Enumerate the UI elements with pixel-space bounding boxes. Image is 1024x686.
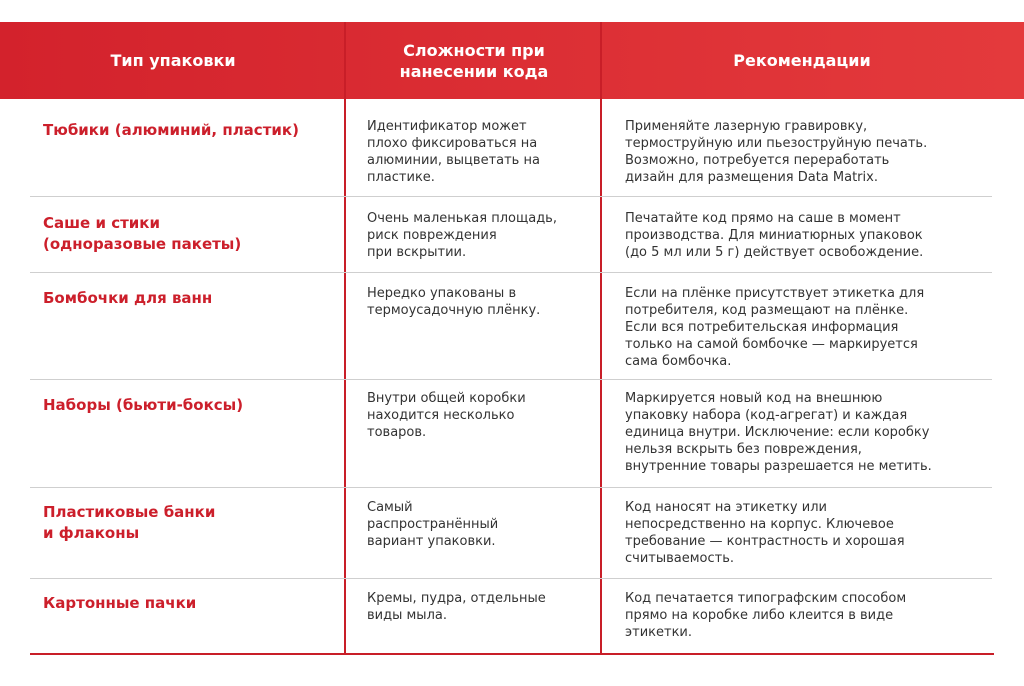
row-separator [30,487,992,488]
row-separator [30,272,992,273]
column-divider-left [344,22,346,655]
header-package-type-label: Тип упаковки [110,51,236,70]
row-type-beauty-boxes: Наборы (бьюти-боксы) [43,396,244,414]
row-difficulty-tubes: Идентификатор может плохо фиксироваться на алюминии, выцветать на пластике. [367,119,540,185]
column-divider-right [600,22,602,655]
row-type-bath-bombs: Бомбочки для ванн [43,289,213,307]
row-recommendation-plastic-jars: Код наносят на этикетку или непосредственно на корпус. Ключевое требование — контрастность и хорошая считываемость. [625,500,905,566]
row-recommendation-cardboard-packs: Код печатается типографским способом прямо на коробке либо клеится в виде этикетки. [625,591,907,640]
row-recommendation-bath-bombs: Если на плёнке присутствует этикетка для потребителя, код размещают на плёнке. Если вся потребительская информация только на самой бомбочке — маркируется сама бомбочка. [625,286,925,369]
row-recommendation-tubes: Применяйте лазерную гравировку, термоструйную или пьезоструйную печать. Возможно, потребуется переработать дизайн для размещения Data Matrix. [625,119,928,185]
row-separator [30,196,992,197]
header-package-type [0,22,346,99]
row-difficulty-bath-bombs: Нередко упакованы в термоусадочную плёнку. [367,286,541,318]
header-recommendations-label: Рекомендации [733,51,871,70]
header-difficulties-line2: нанесении кода [399,61,549,81]
row-difficulty-beauty-boxes: Внутри общей коробки находится несколько товаров. [367,391,526,440]
table-header [0,22,1024,99]
row-type-cardboard-packs: Картонные пачки [43,594,197,612]
row-type-plastic-jars: Пластиковые банки и флаконы [43,503,216,542]
row-separator [30,379,992,380]
header-difficulties [346,22,602,99]
table-bottom-border [30,653,994,655]
row-separator [30,578,992,579]
header-difficulties-line1: Сложности при [403,40,545,60]
row-recommendation-sachets: Печатайте код прямо на саше в момент производства. Для миниатюрных упаковок (до 5 мл или 5 г) действует освобождение. [625,211,924,260]
row-type-tubes: Тюбики (алюминий, пластик) [43,121,299,139]
header-recommendations [602,22,1002,99]
row-difficulty-cardboard-packs: Кремы, пудра, отдельные виды мыла. [367,591,546,623]
row-recommendation-beauty-boxes: Маркируется новый код на внешнюю упаковку набора (код-агрегат) и каждая единица внутри. Исключение: если коробку нельзя вскрыть без повреждения, внутренние товары разрешается не метить. [625,391,932,474]
row-type-sachets: Саше и стики (одноразовые пакеты) [43,214,242,253]
row-difficulty-sachets: Очень маленькая площадь, риск повреждения при вскрытии. [367,211,557,260]
row-difficulty-plastic-jars: Самый распространённый вариант упаковки. [367,500,499,549]
